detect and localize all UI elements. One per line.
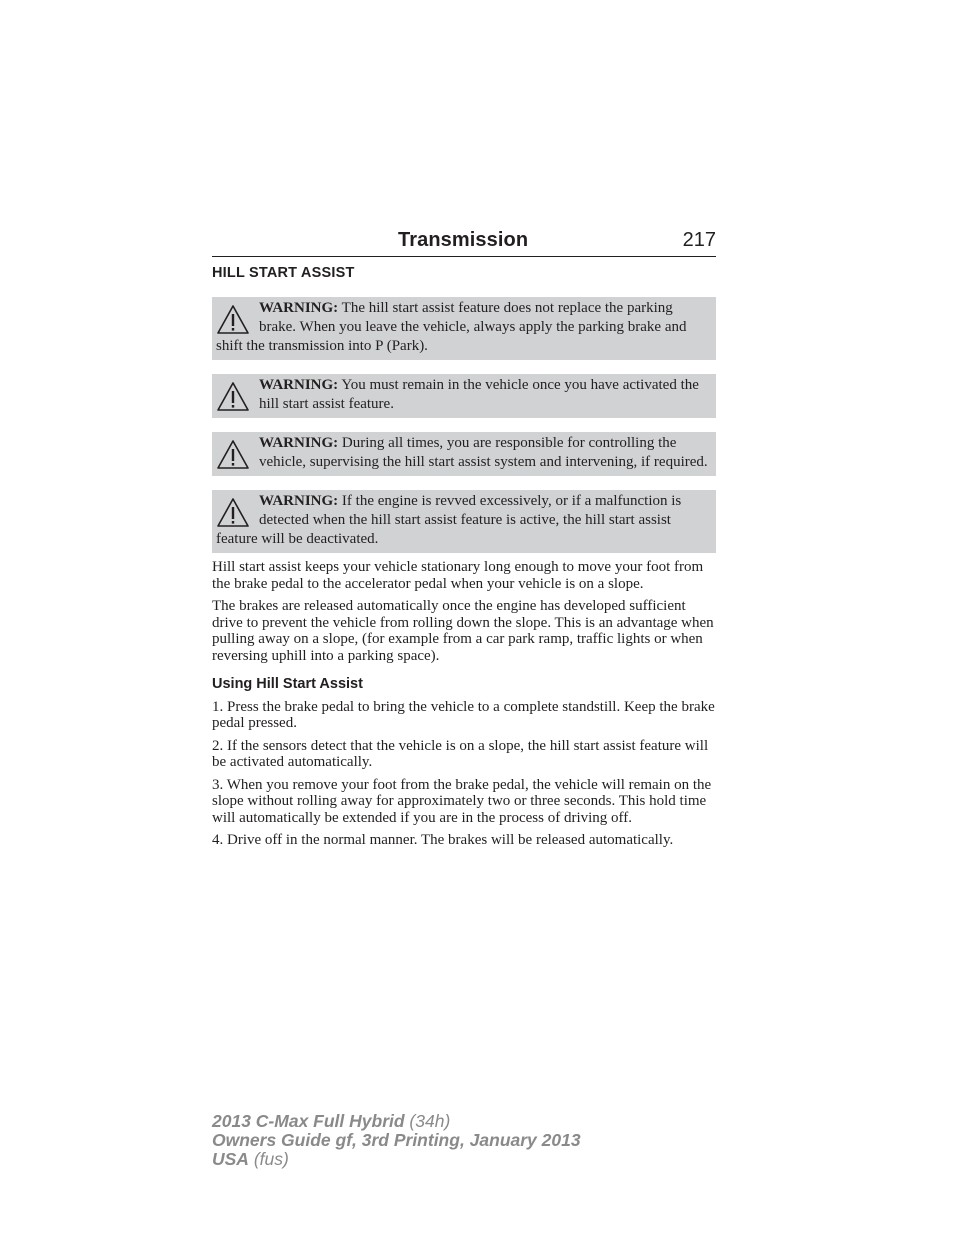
step-item: 2. If the sensors detect that the vehicle is on a slope, the hill start assist feature will be activated automatically. [212,737,709,770]
step-item: 3. When you remove your foot from the brake pedal, the vehicle will remain on the slope without rolling away for approximately two or three seconds. This hold time will automatically be extended if you are in the process of driving off. [212,776,712,826]
warning-label: WARNING: [259,493,339,509]
manual-page [212,229,716,855]
chapter-title: Transmission [398,229,529,251]
warning-label: WARNING: [259,435,339,451]
body-text [212,559,716,849]
page-header [212,229,716,257]
warning-box [212,490,716,553]
footer-line [212,1150,581,1169]
warning-triangle-icon [216,380,250,414]
warning-triangle-icon [216,303,250,337]
footer-line [212,1112,581,1131]
footer-guide: Owners Guide gf, 3rd Printing, January 2013 [212,1130,581,1150]
footer-model-code: (34h) [404,1111,451,1131]
step-item: 1. Press the brake pedal to bring the vehicle to a complete standstill. Keep the brake pedal pressed. [212,698,715,731]
footer-line [212,1131,581,1150]
page-number: 217 [682,229,716,251]
warning-text: The hill start assist feature does not replace the parking brake. When you leave the vehicle, always apply the parking brake and shift the transmission into P (Park). [216,300,687,354]
warning-text: You must remain in the vehicle once you have activated the hill start assist feature. [259,377,699,412]
subheading: Using Hill Start Assist [212,676,363,692]
warning-box [212,297,716,360]
warning-triangle-icon [216,438,250,472]
warning-label: WARNING: [259,300,339,316]
warning-text: During all times, you are responsible for controlling the vehicle, supervising the hill start assist system and intervening, if required. [259,435,708,470]
footer-region: USA [212,1149,249,1169]
warning-box [212,432,716,476]
paragraph: The brakes are released automatically once the engine has developed sufficient drive to prevent the vehicle from rolling down the slope. This is an advantage when pulling away on a slope, (for example from a car park ramp, traffic lights or when reversing uphill into a parking space). [212,598,714,664]
section-heading: HILL START ASSIST [212,265,355,281]
warning-text: If the engine is revved excessively, or if a malfunction is detected when the hill start assist feature is active, the hill start assist feature will be deactivated. [216,493,682,547]
warning-triangle-icon [216,496,250,530]
footer-model: 2013 C-Max Full Hybrid [212,1111,405,1131]
warning-label: WARNING: [259,377,339,393]
page-footer [212,1112,581,1169]
paragraph: Hill start assist keeps your vehicle stationary long enough to move your foot from the brake pedal to the accelerator pedal when your vehicle is on a slope. [212,559,704,592]
footer-region-code: (fus) [248,1149,289,1169]
warning-box [212,374,716,418]
step-item: 4. Drive off in the normal manner. The brakes will be released automatically. [212,832,674,848]
